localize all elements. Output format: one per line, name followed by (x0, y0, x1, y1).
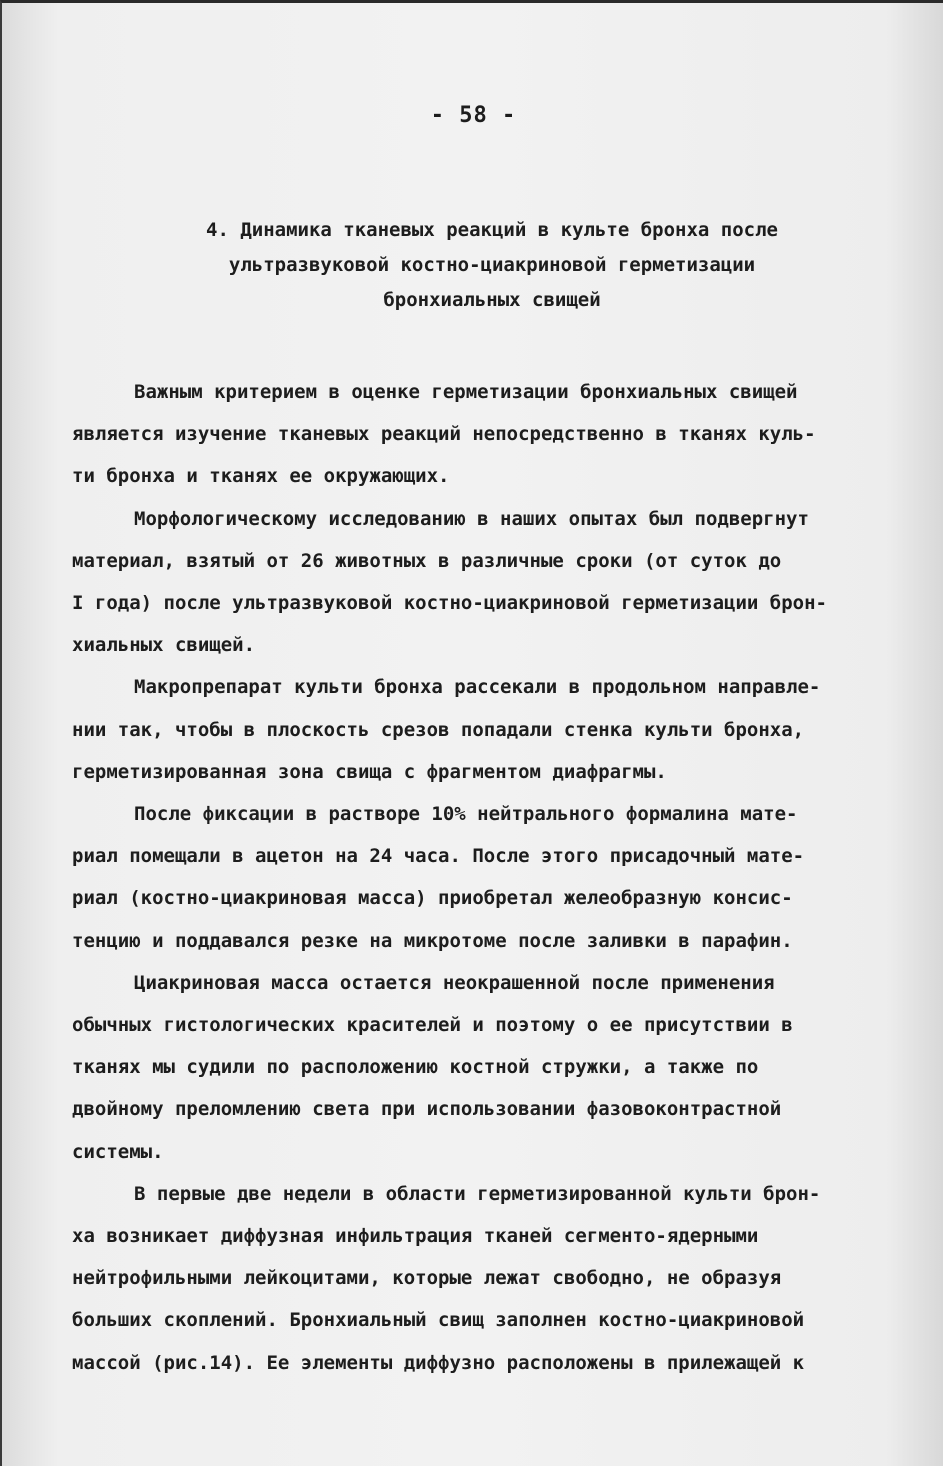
text-line: герметизированная зона свища с фрагментом диафрагмы. (72, 760, 667, 783)
text-line: двойному преломлению света при использовании фазовоконтрастной (72, 1098, 782, 1121)
paragraph-1 (72, 371, 912, 498)
text-line: материал, взятый от 26 животных в различные сроки (от суток до (72, 549, 782, 572)
text-line: тканях мы судили по расположению костной стружки, а также по (72, 1056, 759, 1079)
text-line: В первые две недели в области герметизированной культи брон- (134, 1182, 821, 1205)
text-line: Циакриновая масса остается неокрашенной после применения (134, 971, 775, 994)
heading-line: бронхиальных свищей (383, 289, 601, 311)
text-line: Морфологическому исследованию в наших опытах был подвергнут (134, 507, 809, 530)
text-line: является изучение тканевых реакций непосредственно в тканях куль- (72, 423, 816, 446)
paragraph-4 (72, 793, 912, 962)
text-line: нейтрофильными лейкоцитами, которые лежат свободно, не образуя (72, 1267, 782, 1290)
text-line: I года) после ультразвуковой костно-циакриновой герметизации брон- (72, 592, 827, 615)
text-line: нии так, чтобы в плоскость срезов попадали стенка культи бронха, (72, 718, 805, 741)
paragraph-2 (72, 498, 912, 667)
text-line: хиальных свищей. (72, 634, 256, 657)
paragraph-3 (72, 666, 912, 793)
heading-line: 4. Динамика тканевых реакций в культе бронха после (206, 219, 778, 241)
text-line: массой (рис.14). Ее элементы диффузно расположены в прилежащей к (72, 1351, 805, 1374)
text-line: больших скоплений. Бронхиальный свищ заполнен костно-циакриновой (72, 1309, 805, 1332)
paragraph-6 (72, 1173, 912, 1384)
text-line: системы. (72, 1140, 164, 1163)
section-heading (112, 213, 872, 318)
body-text (72, 371, 912, 1384)
text-line: риал (костно-циакриновая масса) приобретал желеобразную консис- (72, 887, 793, 910)
text-line: Макропрепарат культи бронха рассекали в продольном направле- (134, 676, 821, 699)
heading-line: ультразвуковой костно-циакриновой герметизации (228, 254, 756, 276)
text-line: риал помещали в ацетон на 24 часа. После этого присадочный мате- (72, 845, 805, 868)
text-line: ха возникает диффузная инфильтрация тканей сегменто-ядерными (72, 1225, 759, 1248)
text-line: Важным критерием в оценке герметизации бронхиальных свищей (134, 381, 798, 403)
text-line: обычных гистологических красителей и поэтому о ее присутствии в (72, 1014, 793, 1037)
text-line: тенцию и поддавался резке на микротоме после заливки в парафин. (72, 929, 793, 952)
text-line: После фиксации в растворе 10% нейтрального формалина мате- (134, 803, 798, 826)
text-line: ти бронха и тканях ее окружающих. (72, 465, 450, 488)
paragraph-5 (72, 962, 912, 1173)
page-number: - 58 - (430, 103, 517, 128)
